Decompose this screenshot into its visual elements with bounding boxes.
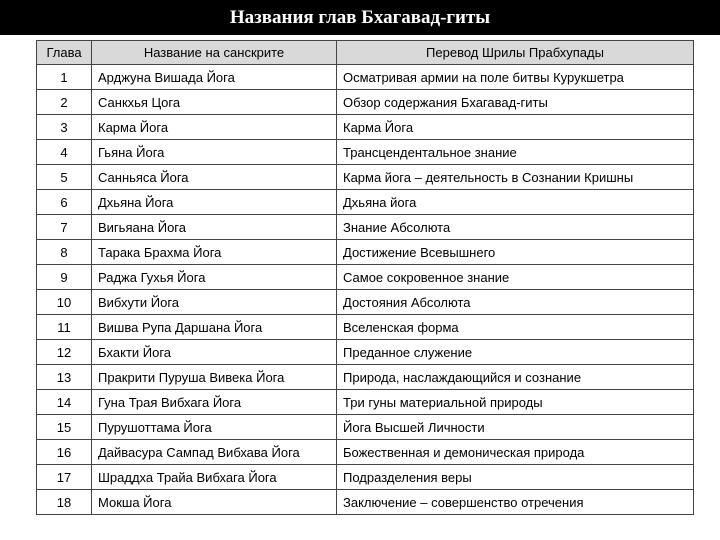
chapter-number: 18 — [37, 490, 92, 515]
table-row — [37, 190, 694, 215]
translation: Заключение – совершенство отречения — [337, 490, 694, 515]
translation: Знание Абсолюта — [337, 215, 694, 240]
translation: Достижение Всевышнего — [337, 240, 694, 265]
translation: Природа, наслаждающийся и сознание — [337, 365, 694, 390]
sanskrit-name: Гьяна Йога — [92, 140, 337, 165]
chapter-number: 6 — [37, 190, 92, 215]
translation: Йога Высшей Личности — [337, 415, 694, 440]
table-row — [37, 390, 694, 415]
sanskrit-name: Санньяса Йога — [92, 165, 337, 190]
sanskrit-name: Тарака Брахма Йога — [92, 240, 337, 265]
chapter-number: 15 — [37, 415, 92, 440]
sanskrit-name: Дайвасура Сампад Вибхава Йога — [92, 440, 337, 465]
chapter-number: 8 — [37, 240, 92, 265]
chapter-number: 12 — [37, 340, 92, 365]
table-row — [37, 115, 694, 140]
chapter-number: 11 — [37, 315, 92, 340]
sanskrit-name: Раджа Гухья Йога — [92, 265, 337, 290]
chapter-number: 3 — [37, 115, 92, 140]
table-row — [37, 90, 694, 115]
sanskrit-name: Арджуна Вишада Йога — [92, 65, 337, 90]
table-row — [37, 340, 694, 365]
chapters-table — [36, 40, 694, 515]
table-row — [37, 65, 694, 90]
page-title: Названия глав Бхагавад-гиты — [229, 7, 491, 28]
table-header-row — [37, 41, 694, 65]
table-row — [37, 415, 694, 440]
sanskrit-name: Вишва Рупа Даршана Йога — [92, 315, 337, 340]
chapter-number: 2 — [37, 90, 92, 115]
table-row — [37, 365, 694, 390]
chapter-number: 14 — [37, 390, 92, 415]
sanskrit-name: Вигьяана Йога — [92, 215, 337, 240]
table-row — [37, 240, 694, 265]
table-row — [37, 440, 694, 465]
translation: Карма Йога — [337, 115, 694, 140]
sanskrit-name: Пракрити Пуруша Вивека Йога — [92, 365, 337, 390]
translation: Преданное служение — [337, 340, 694, 365]
sanskrit-name: Мокша Йога — [92, 490, 337, 515]
table-row — [37, 165, 694, 190]
sanskrit-name: Гуна Трая Вибхага Йога — [92, 390, 337, 415]
chapter-number: 4 — [37, 140, 92, 165]
table-row — [37, 465, 694, 490]
sanskrit-name: Вибхути Йога — [92, 290, 337, 315]
translation: Карма йога – деятельность в Сознании Кришны — [337, 165, 694, 190]
sanskrit-name: Пурушоттама Йога — [92, 415, 337, 440]
title-bar — [0, 0, 720, 35]
table-row — [37, 315, 694, 340]
translation: Три гуны материальной природы — [337, 390, 694, 415]
translation: Самое сокровенное знание — [337, 265, 694, 290]
sanskrit-name: Санкхья Цога — [92, 90, 337, 115]
sanskrit-name: Карма Йога — [92, 115, 337, 140]
chapter-number: 5 — [37, 165, 92, 190]
header-sanskrit-name: Название на санскрите — [92, 41, 337, 65]
chapter-number: 10 — [37, 290, 92, 315]
sanskrit-name: Дхьяна Йога — [92, 190, 337, 215]
header-translation: Перевод Шрилы Прабхупады — [337, 41, 694, 65]
sanskrit-name: Бхакти Йога — [92, 340, 337, 365]
translation: Божественная и демоническая природа — [337, 440, 694, 465]
table-row — [37, 290, 694, 315]
chapter-number: 17 — [37, 465, 92, 490]
translation: Достояния Абсолюта — [337, 290, 694, 315]
table-row — [37, 140, 694, 165]
chapter-number: 13 — [37, 365, 92, 390]
translation: Подразделения веры — [337, 465, 694, 490]
chapter-number: 1 — [37, 65, 92, 90]
chapter-number: 7 — [37, 215, 92, 240]
translation: Обзор содержания Бхагавад-гиты — [337, 90, 694, 115]
translation: Осматривая армии на поле битвы Курукшетра — [337, 65, 694, 90]
header-chapter: Глава — [37, 41, 92, 65]
sanskrit-name: Шраддха Трайа Вибхага Йога — [92, 465, 337, 490]
table-row — [37, 265, 694, 290]
translation: Дхьяна йога — [337, 190, 694, 215]
translation: Вселенская форма — [337, 315, 694, 340]
table-row — [37, 215, 694, 240]
chapter-number: 16 — [37, 440, 92, 465]
chapter-number: 9 — [37, 265, 92, 290]
table-row — [37, 490, 694, 515]
translation: Трансцендентальное знание — [337, 140, 694, 165]
